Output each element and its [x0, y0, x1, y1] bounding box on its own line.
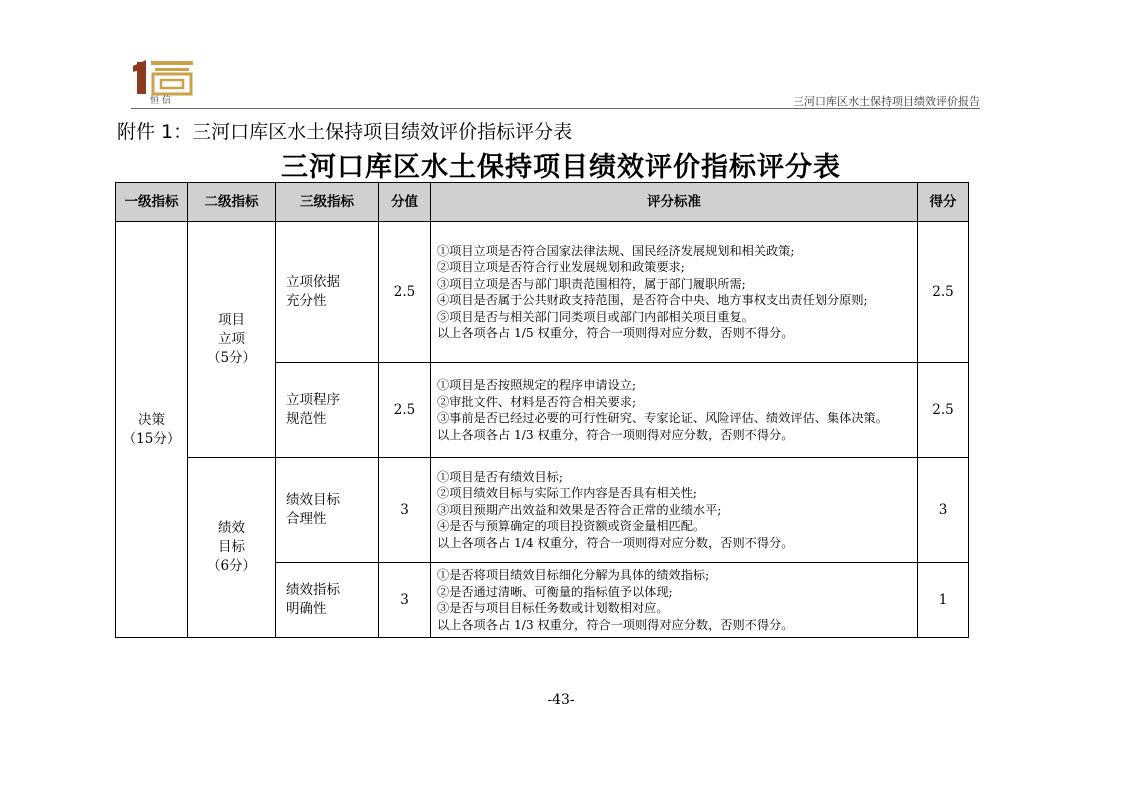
level3-name: 合理性: [286, 511, 327, 527]
column-header: 得分: [918, 183, 969, 222]
level3-name: 明确性: [286, 601, 327, 617]
running-header-title: 三河口库区水土保持项目绩效评价报告: [793, 95, 980, 108]
criteria-line: ①是否将项目绩效目标细化分解为具体的绩效指标;: [437, 568, 710, 582]
criteria-cell: [431, 458, 918, 563]
level3-cell: [276, 363, 379, 458]
level2-name: 项目: [218, 312, 245, 328]
criteria-line: 以上各项各占 1/3 权重分，符合一项则得对应分数，否则不得分。: [437, 617, 794, 632]
level2-name: 绩效: [218, 520, 245, 536]
table-title: 三河口库区水土保持项目绩效评价指标评分表: [281, 152, 841, 183]
criteria-line: ②项目立项是否符合行业发展规划和政策要求;: [437, 260, 685, 274]
value-cell: 2.5: [379, 363, 431, 458]
level3-name: 充分性: [286, 293, 327, 309]
criteria-line: ③是否与项目目标任务数或计划数相对应。: [437, 601, 669, 615]
level1-cell: [116, 222, 188, 638]
criteria-cell: [431, 363, 918, 458]
level3-cell: [276, 458, 379, 563]
level2-score: （6分）: [206, 558, 257, 574]
level3-name: 立项程序: [286, 392, 340, 408]
score-cell: 2.5: [918, 363, 969, 458]
level3-name: 规范性: [286, 411, 327, 427]
level1-score: （15分）: [122, 430, 181, 447]
criteria-cell: [431, 563, 918, 638]
level2-name: 目标: [218, 539, 245, 555]
column-header: 分值: [379, 183, 431, 222]
level3-name: 绩效指标: [286, 582, 340, 598]
level2-cell: [188, 222, 276, 458]
criteria-line: ③事前是否已经过必要的可行性研究、专家论证、风险评估、绩效评估、集体决策。: [437, 411, 888, 425]
level2-name: 立项: [218, 331, 245, 347]
logo-text: 恒信: [150, 96, 175, 106]
level3-name: 立项依据: [286, 274, 340, 290]
criteria-line: ④项目是否属于公共财政支持范围，是否符合中央、地方事权支出责任划分原则;: [437, 293, 868, 307]
criteria-line: ①项目立项是否符合国家法律法规、国民经济发展规划和相关政策;: [437, 243, 795, 258]
criteria-line: ①项目是否有绩效目标;: [437, 469, 563, 484]
page-number: -43-: [547, 692, 575, 708]
criteria-line: ①项目是否按照规定的程序申请设立;: [437, 378, 637, 392]
level2-score: （5分）: [206, 350, 257, 366]
criteria-line: 以上各项各占 1/3 权重分，符合一项则得对应分数，否则不得分。: [437, 427, 794, 442]
table-row: [116, 458, 969, 563]
column-header: 评分标准: [431, 183, 918, 222]
criteria-line: ②项目绩效目标与实际工作内容是否具有相关性;: [437, 486, 698, 501]
value-cell: 3: [379, 563, 431, 638]
value-cell: 2.5: [379, 222, 431, 363]
score-cell: 1: [918, 563, 969, 638]
attachment-title: 附件 1：三河口库区水土保持项目绩效评价指标评分表: [117, 121, 573, 143]
level2-cell: [188, 458, 276, 638]
criteria-line: ⑤项目是否与相关部门同类项目或部门内部相关项目重复。: [437, 309, 754, 324]
criteria-line: 以上各项各占 1/4 权重分，符合一项则得对应分数，否则不得分。: [437, 535, 794, 550]
criteria-line: ②是否通过清晰、可衡量的指标值予以体现;: [437, 584, 673, 599]
evaluation-score-table: [115, 182, 969, 638]
value-cell: 3: [379, 458, 431, 563]
column-header: 一级指标: [116, 183, 188, 222]
level1-name: 决策: [138, 411, 165, 428]
level3-cell: [276, 222, 379, 363]
criteria-line: ③项目预期产出效益和效果是否符合正常的业绩水平;: [437, 502, 722, 517]
level3-cell: [276, 563, 379, 638]
level3-name: 绩效目标: [286, 492, 340, 508]
column-header: 二级指标: [188, 183, 276, 222]
criteria-line: ④是否与预算确定的项目投资额或资金量相匹配。: [437, 519, 706, 534]
score-cell: 3: [918, 458, 969, 563]
criteria-line: 以上各项各占 1/5 权重分，符合一项则得对应分数，否则不得分。: [437, 326, 794, 340]
table-row: [116, 222, 969, 363]
criteria-line: ③项目立项是否与部门职责范围相符，属于部门履职所需;: [437, 276, 746, 291]
header-divider: [131, 108, 980, 109]
table-header-row: [116, 183, 969, 222]
column-header: 三级指标: [276, 183, 379, 222]
score-cell: 2.5: [918, 222, 969, 363]
criteria-line: ②审批文件、材料是否符合相关要求;: [437, 394, 637, 409]
criteria-cell: [431, 222, 918, 363]
